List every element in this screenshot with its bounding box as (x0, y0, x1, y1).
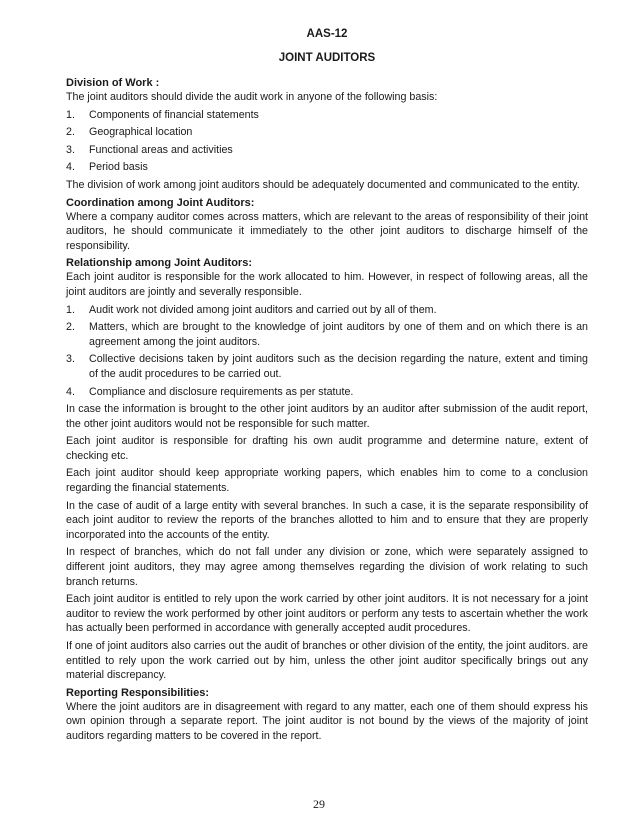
relationship-list (66, 303, 588, 400)
list-item (66, 320, 588, 349)
list-text: Collective decisions taken by joint auditors such as the decision regarding the nature, extent and timing of the audit procedures to be carried out. (89, 353, 588, 380)
list-text: Audit work not divided among joint auditors and carried out by all of them. (89, 303, 437, 316)
reporting-heading: Reporting Responsibilities: (66, 686, 210, 699)
list-text: Functional areas and activities (89, 143, 233, 156)
division-section (66, 76, 588, 193)
page-title: JOINT AUDITORS (278, 52, 376, 64)
paragraph: Each joint auditor is responsible for drafting his own audit programme and determine nature, extent of checking etc. (66, 435, 588, 462)
list-text: Compliance and disclosure requirements as per statute. (89, 385, 354, 398)
relationship-heading: Relationship among Joint Auditors: (66, 257, 252, 270)
coordination-heading: Coordination among Joint Auditors: (66, 196, 255, 209)
coordination-body: Where a company auditor comes across matters, which are relevant to the areas of responsibility of their joint auditors, he should communicate it immediately to the other joint auditors to discharge himself of the responsibility. (66, 210, 588, 252)
standard-code: AAS-12 (306, 28, 348, 40)
relationship-intro: Each joint auditor is responsible for the work allocated to him. However, in respect of following areas, all the joint auditors are jointly and severally responsible. (66, 271, 588, 298)
list-number: 4. (66, 385, 75, 398)
list-number: 1. (66, 303, 75, 316)
list-text: Matters, which are brought to the knowledge of joint auditors by one of them and on which there is an agreement among the joint auditors. (89, 321, 588, 348)
relationship-section (66, 256, 588, 682)
list-number: 2. (66, 321, 75, 334)
list-number: 4. (66, 161, 75, 174)
paragraph: In the case of audit of a large entity with several branches. In such a case, it is the separate responsibility of each joint auditor to review the reports of the branches allotted to him and to ensure that they are properly incorporated into the accounts of the entity. (66, 499, 588, 541)
list-item (66, 143, 588, 158)
paragraph: Each joint auditor should keep appropriate working papers, which enables him to come to a conclusion regarding the financial statements. (66, 467, 588, 495)
paragraph: In case the information is brought to the other joint auditors by an auditor after submission of the audit report, the other joint auditors would not be responsible for such matter. (66, 403, 588, 430)
paragraph: If one of joint auditors also carries out the audit of branches or other division of the entity, the joint auditors. are entitled to rely upon the work carried out by him, unless the other joint auditor specifically brings out any material discrepancy. (66, 640, 589, 682)
document-page (66, 28, 588, 747)
list-text: Geographical location (89, 126, 193, 139)
paragraph: In respect of branches, which do not fall under any division or zone, which were separately assigned to different joint auditors, they may agree among themselves regarding the division of work relating to such branch returns. (66, 546, 588, 588)
list-item (66, 108, 588, 123)
page-number: 29 (313, 797, 325, 811)
division-intro: The joint auditors should divide the audit work in anyone of the following basis: (66, 91, 438, 103)
list-item (66, 125, 588, 140)
reporting-section (66, 686, 588, 744)
list-number: 2. (66, 126, 75, 139)
list-number: 3. (66, 143, 75, 156)
reporting-body: Where the joint auditors are in disagreement with regard to any matter, each one of them should express his own opinion through a separate report. The joint auditor is not bound by the views of the majority of joint auditors regarding matters to be covered in the report. (66, 700, 588, 742)
list-number: 3. (66, 353, 75, 366)
list-text: Components of financial statements (89, 108, 259, 121)
list-item (66, 160, 588, 175)
division-list (66, 108, 588, 175)
coordination-section (66, 196, 588, 254)
division-closing: The division of work among joint auditors should be adequately documented and communicated to the entity. (66, 178, 580, 191)
list-item (66, 303, 588, 318)
list-text: Period basis (89, 161, 148, 174)
list-item (66, 385, 588, 400)
list-number: 1. (66, 108, 75, 121)
paragraph: Each joint auditor is entitled to rely upon the work carried by other joint auditors. It is not necessary for a joint auditor to review the work performed by other joint auditors or perform any tests to ascertain whether the work has actually been performed in accordance with generally accepted audit procedures. (66, 593, 588, 635)
division-heading: Division of Work : (66, 77, 160, 89)
list-item (66, 352, 588, 381)
